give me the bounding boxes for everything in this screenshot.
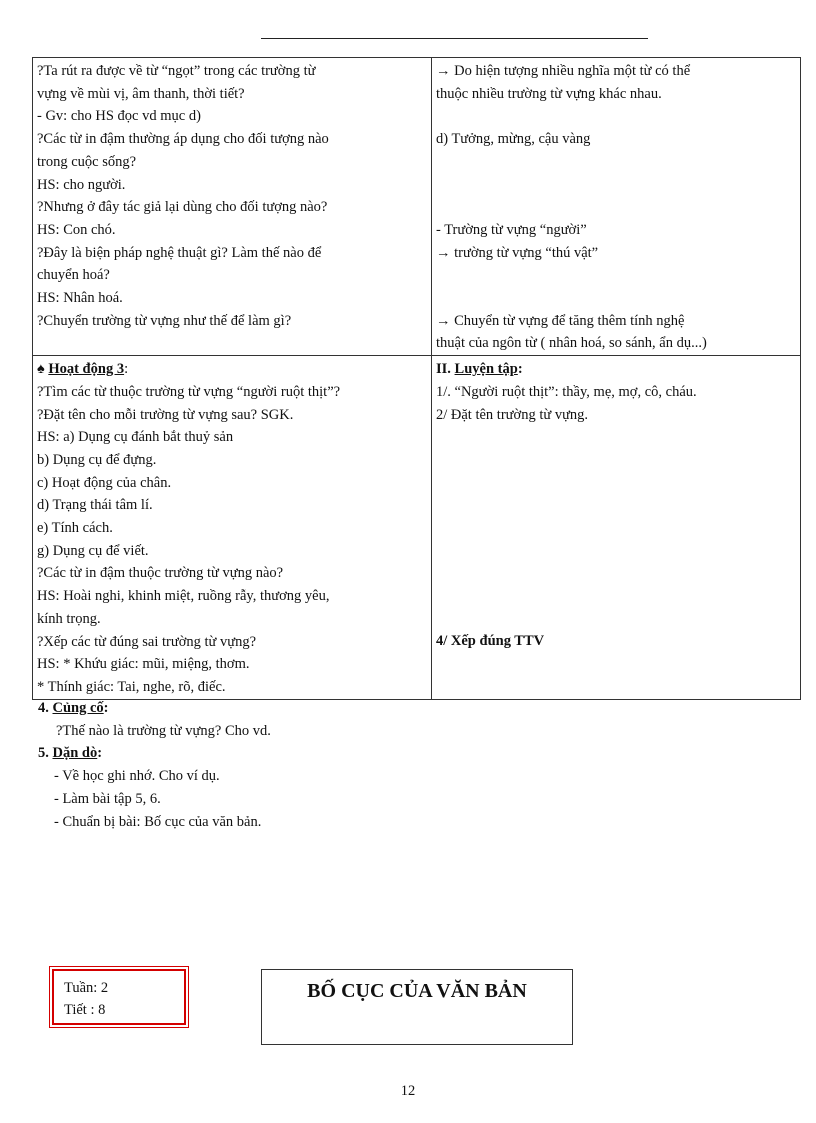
text-line: ?Thế nào là trường từ vựng? Cho vd. bbox=[56, 722, 271, 739]
text-line: ?Các từ in đậm thường áp dụng cho đối tượng nào bbox=[37, 131, 329, 148]
activity-heading: ♠ Hoạt động 3: bbox=[37, 361, 129, 378]
table-row bbox=[33, 58, 801, 356]
week-label: Tuần: 2 bbox=[64, 980, 109, 996]
spade-icon: ♠ bbox=[37, 361, 49, 378]
row1-right-cell bbox=[432, 58, 801, 356]
text-line: HS: a) Dụng cụ đánh bắt thuỷ sản bbox=[37, 429, 234, 446]
text-line: ?Xếp các từ đúng sai trường từ vựng? bbox=[37, 633, 257, 650]
text-line: HS: Con chó. bbox=[37, 221, 116, 238]
text-line: → Do hiện tượng nhiều nghĩa một từ có thể bbox=[436, 63, 691, 79]
text-line: ?Các từ in đậm thuộc trường từ vựng nào? bbox=[37, 565, 284, 582]
text-line: - Làm bài tập 5, 6. bbox=[54, 790, 161, 807]
text-line: * Thính giác: Tai, nghe, rõ, điếc. bbox=[37, 678, 226, 695]
lesson-label: Tiết : 8 bbox=[64, 1002, 106, 1018]
text-line: thuật của ngôn từ ( nhân hoá, so sánh, ẩn dụ...) bbox=[436, 335, 707, 352]
header-rule bbox=[261, 38, 648, 39]
lesson-title: BỐ CỤC CỦA VĂN BẢN bbox=[261, 969, 573, 1045]
text-line: c) Hoạt động của chân. bbox=[37, 474, 172, 491]
text-line: 2/ Đặt tên trường từ vựng. bbox=[436, 406, 589, 423]
text-line: ?Ta rút ra được về từ “ngọt” trong các trường từ bbox=[37, 63, 316, 79]
text-line: d) Trạng thái tâm lí. bbox=[37, 497, 153, 514]
text-line: 1/. “Người ruột thịt”: thầy, mẹ, mợ, cô, cháu. bbox=[436, 383, 697, 400]
row2-right-cell bbox=[432, 356, 801, 700]
text-line: → trường từ vựng “thú vật” bbox=[436, 244, 599, 261]
text-line: g) Dụng cụ để viết. bbox=[37, 542, 149, 559]
text-line: ?Chuyển trường từ vựng như thế để làm gì? bbox=[37, 312, 292, 329]
text-line: 4/ Xếp đúng TTV bbox=[436, 633, 545, 650]
text-line: e) Tính cách. bbox=[37, 520, 113, 537]
text-line: chuyển hoá? bbox=[37, 267, 110, 284]
text-line: - Chuẩn bị bài: Bố cục của văn bản. bbox=[54, 813, 262, 830]
closing-sections bbox=[38, 697, 778, 833]
row1-left-cell bbox=[33, 58, 432, 356]
text-line: HS: Nhân hoá. bbox=[37, 290, 123, 307]
section-5-heading: 5. Dặn dò: bbox=[38, 745, 103, 762]
text-line: kính trọng. bbox=[37, 610, 101, 627]
text-line: b) Dụng cụ để đựng. bbox=[37, 451, 157, 468]
text-line: HS: cho người. bbox=[37, 176, 126, 193]
text-line: thuộc nhiều trường từ vựng khác nhau. bbox=[436, 85, 662, 102]
section-4-heading: 4. Củng cố: bbox=[38, 700, 109, 716]
text-line: HS: * Khứu giác: mũi, miệng, thơm. bbox=[37, 656, 250, 673]
text-line: d) Tưởng, mừng, cậu vàng bbox=[436, 131, 591, 148]
text-line: ?Đây là biện pháp nghệ thuật gì? Làm thế nào để bbox=[37, 244, 322, 261]
page-number: 12 bbox=[400, 1083, 416, 1099]
text-line: trong cuộc sống? bbox=[37, 153, 137, 170]
text-line: ?Tìm các từ thuộc trường từ vựng “người ruột thịt”? bbox=[37, 383, 341, 400]
week-lesson-box bbox=[52, 969, 186, 1025]
text-line: → Chuyển từ vựng để tăng thêm tính nghệ bbox=[436, 312, 685, 329]
practice-heading: II. Luyện tập: bbox=[436, 361, 523, 378]
table-row bbox=[33, 356, 801, 700]
text-line: - Gv: cho HS đọc vd mục d) bbox=[37, 108, 201, 125]
text-line: vựng về mùi vị, âm thanh, thời tiết? bbox=[37, 85, 245, 102]
text-line: ?Đặt tên cho mỗi trường từ vựng sau? SGK. bbox=[37, 406, 294, 423]
text-line: - Trường từ vựng “người” bbox=[436, 221, 587, 238]
text-line: HS: Hoài nghi, khinh miệt, ruồng rẫy, thương yêu, bbox=[37, 588, 330, 605]
text-line: - Về học ghi nhớ. Cho ví dụ. bbox=[54, 768, 220, 785]
lesson-table bbox=[32, 57, 801, 700]
row2-left-cell bbox=[33, 356, 432, 700]
text-line: ?Nhưng ở đây tác giả lại dùng cho đối tượng nào? bbox=[37, 199, 328, 216]
